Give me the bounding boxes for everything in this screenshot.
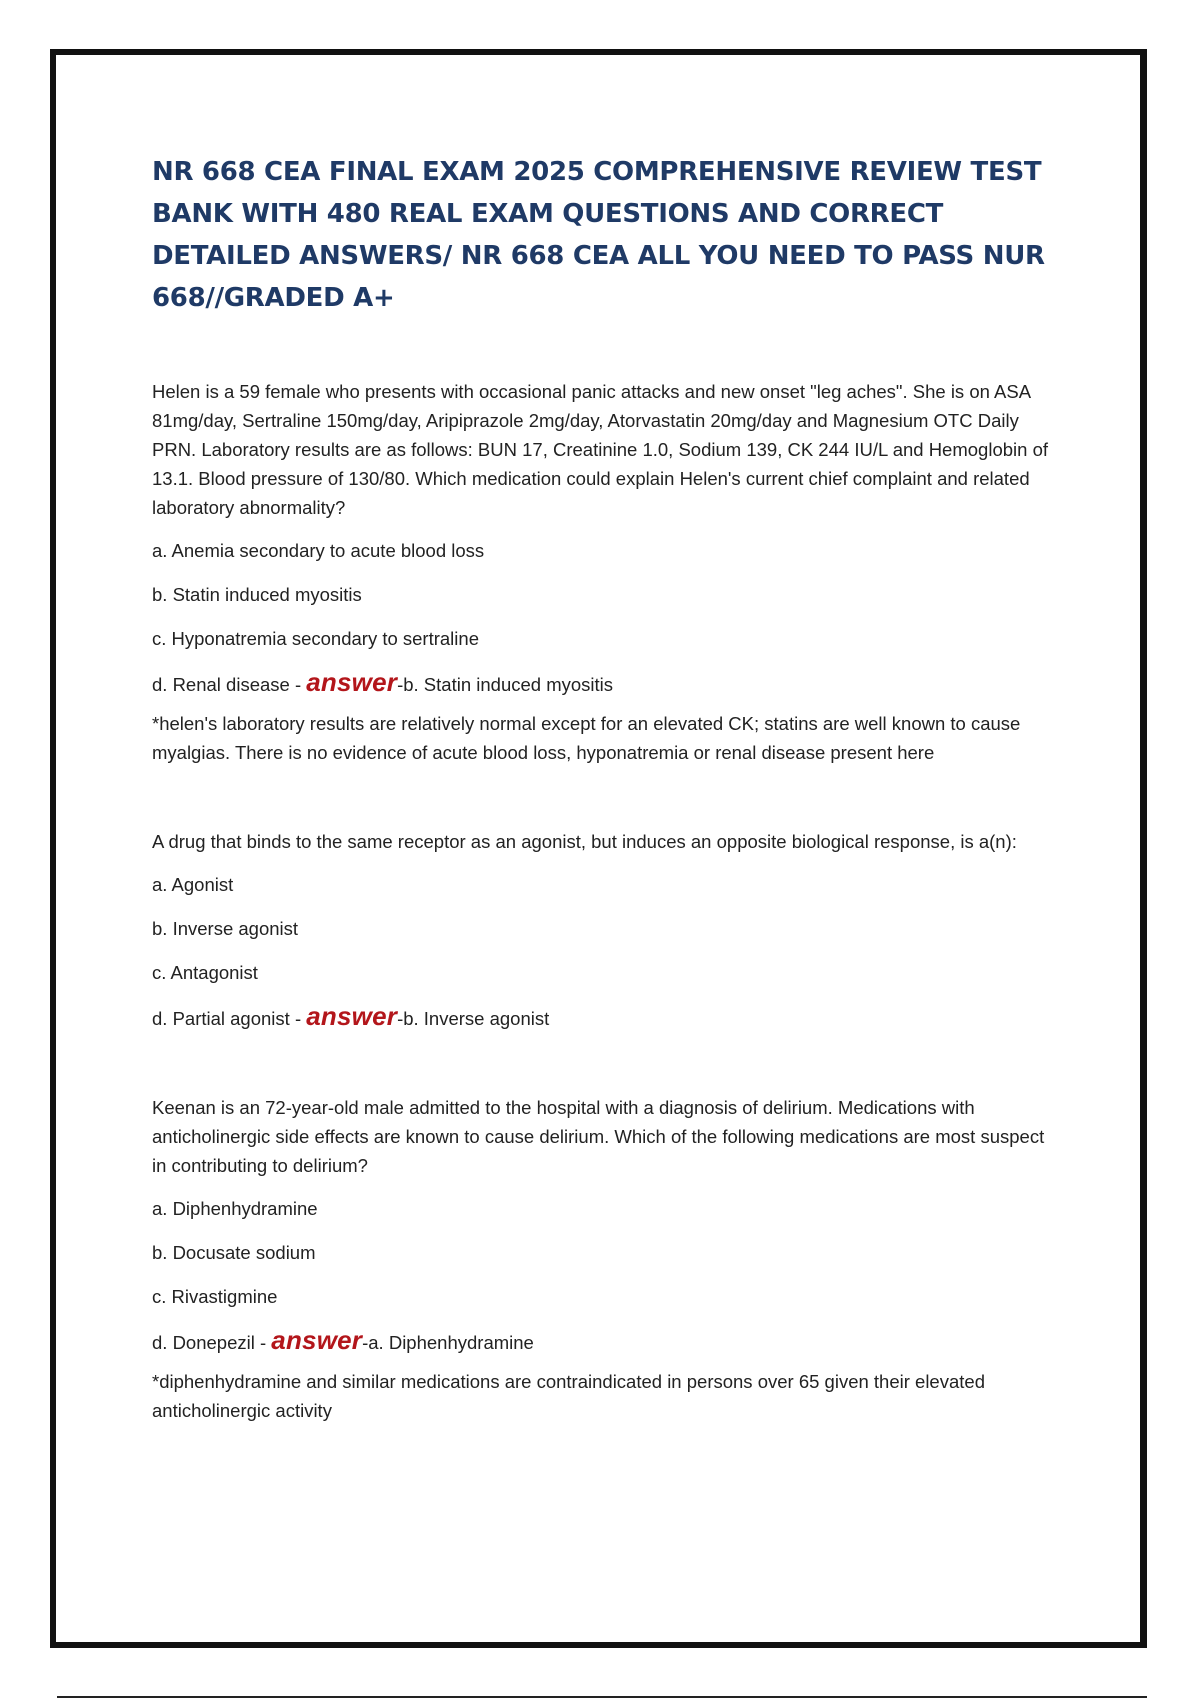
- option-a: a. Diphenhydramine: [152, 1198, 318, 1219]
- question-stem: Helen is a 59 female who presents with occasional panic attacks and new onset "leg aches". She is on ASA 81mg/day, Sertraline 150mg/day, Aripiprazole 2mg/day, Atorvastatin 20mg/day and Magnesium OTC Daily PRN. Laboratory results are as follows: BUN 17, Creatinine 1.0, Sodium 139, CK 244 IU/L and Hemoglobin of 13.1. Blood pressure of 130/80. Which medication could explain Helen's current chief complaint and related laboratory abnormality?: [152, 381, 1048, 518]
- rationale: *helen's laboratory results are relatively normal except for an elevated CK; statins are well known to cause myalgias. There is no evidence of acute blood loss, hyponatremia or renal disease present here: [152, 713, 1021, 763]
- option-b: b. Inverse agonist: [152, 918, 299, 939]
- option-c: c. Rivastigmine: [152, 1286, 278, 1307]
- answer-text: -b. Statin induced myositis: [397, 674, 614, 695]
- option-b: b. Docusate sodium: [152, 1242, 316, 1263]
- page-content: [152, 151, 1052, 1425]
- option-d-with-answer: [152, 1002, 1052, 1033]
- question-block: [152, 827, 1052, 1033]
- option-a: a. Agonist: [152, 874, 234, 895]
- option-d-text: d. Donepezil -: [152, 1332, 272, 1353]
- option-c: c. Antagonist: [152, 962, 258, 983]
- question-block: [152, 377, 1052, 767]
- option-c: c. Hyponatremia secondary to sertraline: [152, 628, 479, 649]
- answer-marker: answer: [271, 1325, 363, 1355]
- answer-text: -b. Inverse agonist: [397, 1008, 550, 1029]
- option-d-text: d. Renal disease -: [152, 674, 307, 695]
- answer-marker: answer: [306, 1001, 398, 1031]
- answer-text: -a. Diphenhydramine: [362, 1332, 534, 1353]
- question-stem: Keenan is an 72-year-old male admitted to the hospital with a diagnosis of delirium. Medications with anticholinergic side effects are known to cause delirium. Which of the following medications are most suspect in contributing to delirium?: [152, 1097, 1045, 1176]
- page-frame: [50, 49, 1147, 1648]
- document-title: NR 668 CEA FINAL EXAM 2025 COMPREHENSIVE REVIEW TEST BANK WITH 480 REAL EXAM QUESTIONS AND CORRECT DETAILED ANSWERS/ NR 668 CEA ALL YOU NEED TO PASS NUR 668//GRADED A+: [152, 157, 1045, 313]
- question-block: [152, 1093, 1052, 1425]
- option-d-text: d. Partial agonist -: [152, 1008, 307, 1029]
- rationale: *diphenhydramine and similar medications are contraindicated in persons over 65 given their elevated anticholinergic activity: [152, 1371, 985, 1421]
- answer-marker: answer: [306, 667, 398, 697]
- bottom-divider: [57, 1696, 1147, 1698]
- option-d-with-answer: [152, 1326, 1052, 1357]
- option-a: a. Anemia secondary to acute blood loss: [152, 540, 485, 561]
- option-b: b. Statin induced myositis: [152, 584, 362, 605]
- option-d-with-answer: [152, 668, 1052, 699]
- question-stem: A drug that binds to the same receptor as an agonist, but induces an opposite biological response, is a(n):: [152, 831, 1017, 852]
